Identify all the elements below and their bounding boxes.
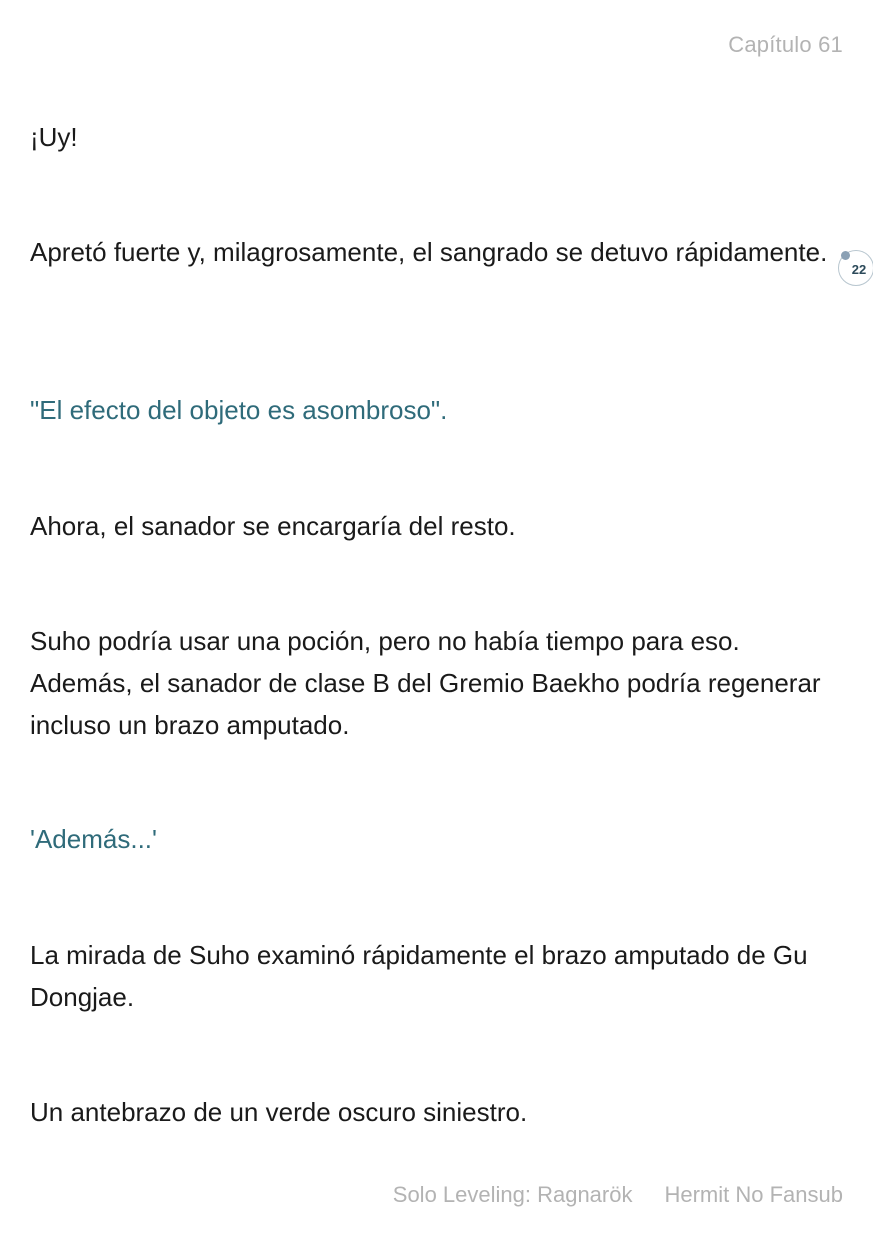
paragraph: Ahora, el sanador se encargaría del resto. (30, 511, 516, 541)
paragraph: Apretó fuerte y, milagrosamente, el sangrado se detuvo rápidamente. (30, 237, 828, 267)
book-title: Solo Leveling: Ragnarök (392, 1182, 633, 1207)
paragraph: Suho podría usar una poción, pero no había tiempo para eso. Además, el sanador de clase B del Gremio Baekho podría regenerar incluso un brazo amputado. (30, 626, 821, 740)
translator-credit: Hermit No Fansub (664, 1182, 843, 1207)
page-footer (393, 1182, 843, 1208)
comment-indicator-dot-icon (841, 251, 850, 260)
thought-paragraph: 'Además...' (30, 824, 157, 854)
paragraph: Un antebrazo de un verde oscuro siniestro. (30, 1097, 528, 1127)
chapter-title: Capítulo 61 (728, 32, 843, 57)
thought-paragraph: "El efecto del objeto es asombroso". (30, 395, 448, 425)
paragraph-comment-badge[interactable] (838, 250, 873, 286)
comment-count: 22 (851, 261, 867, 277)
paragraph: La mirada de Suho examinó rápidamente el brazo amputado de Gu Dongjae. (30, 940, 808, 1012)
paragraph: ¡Uy! (30, 122, 78, 152)
